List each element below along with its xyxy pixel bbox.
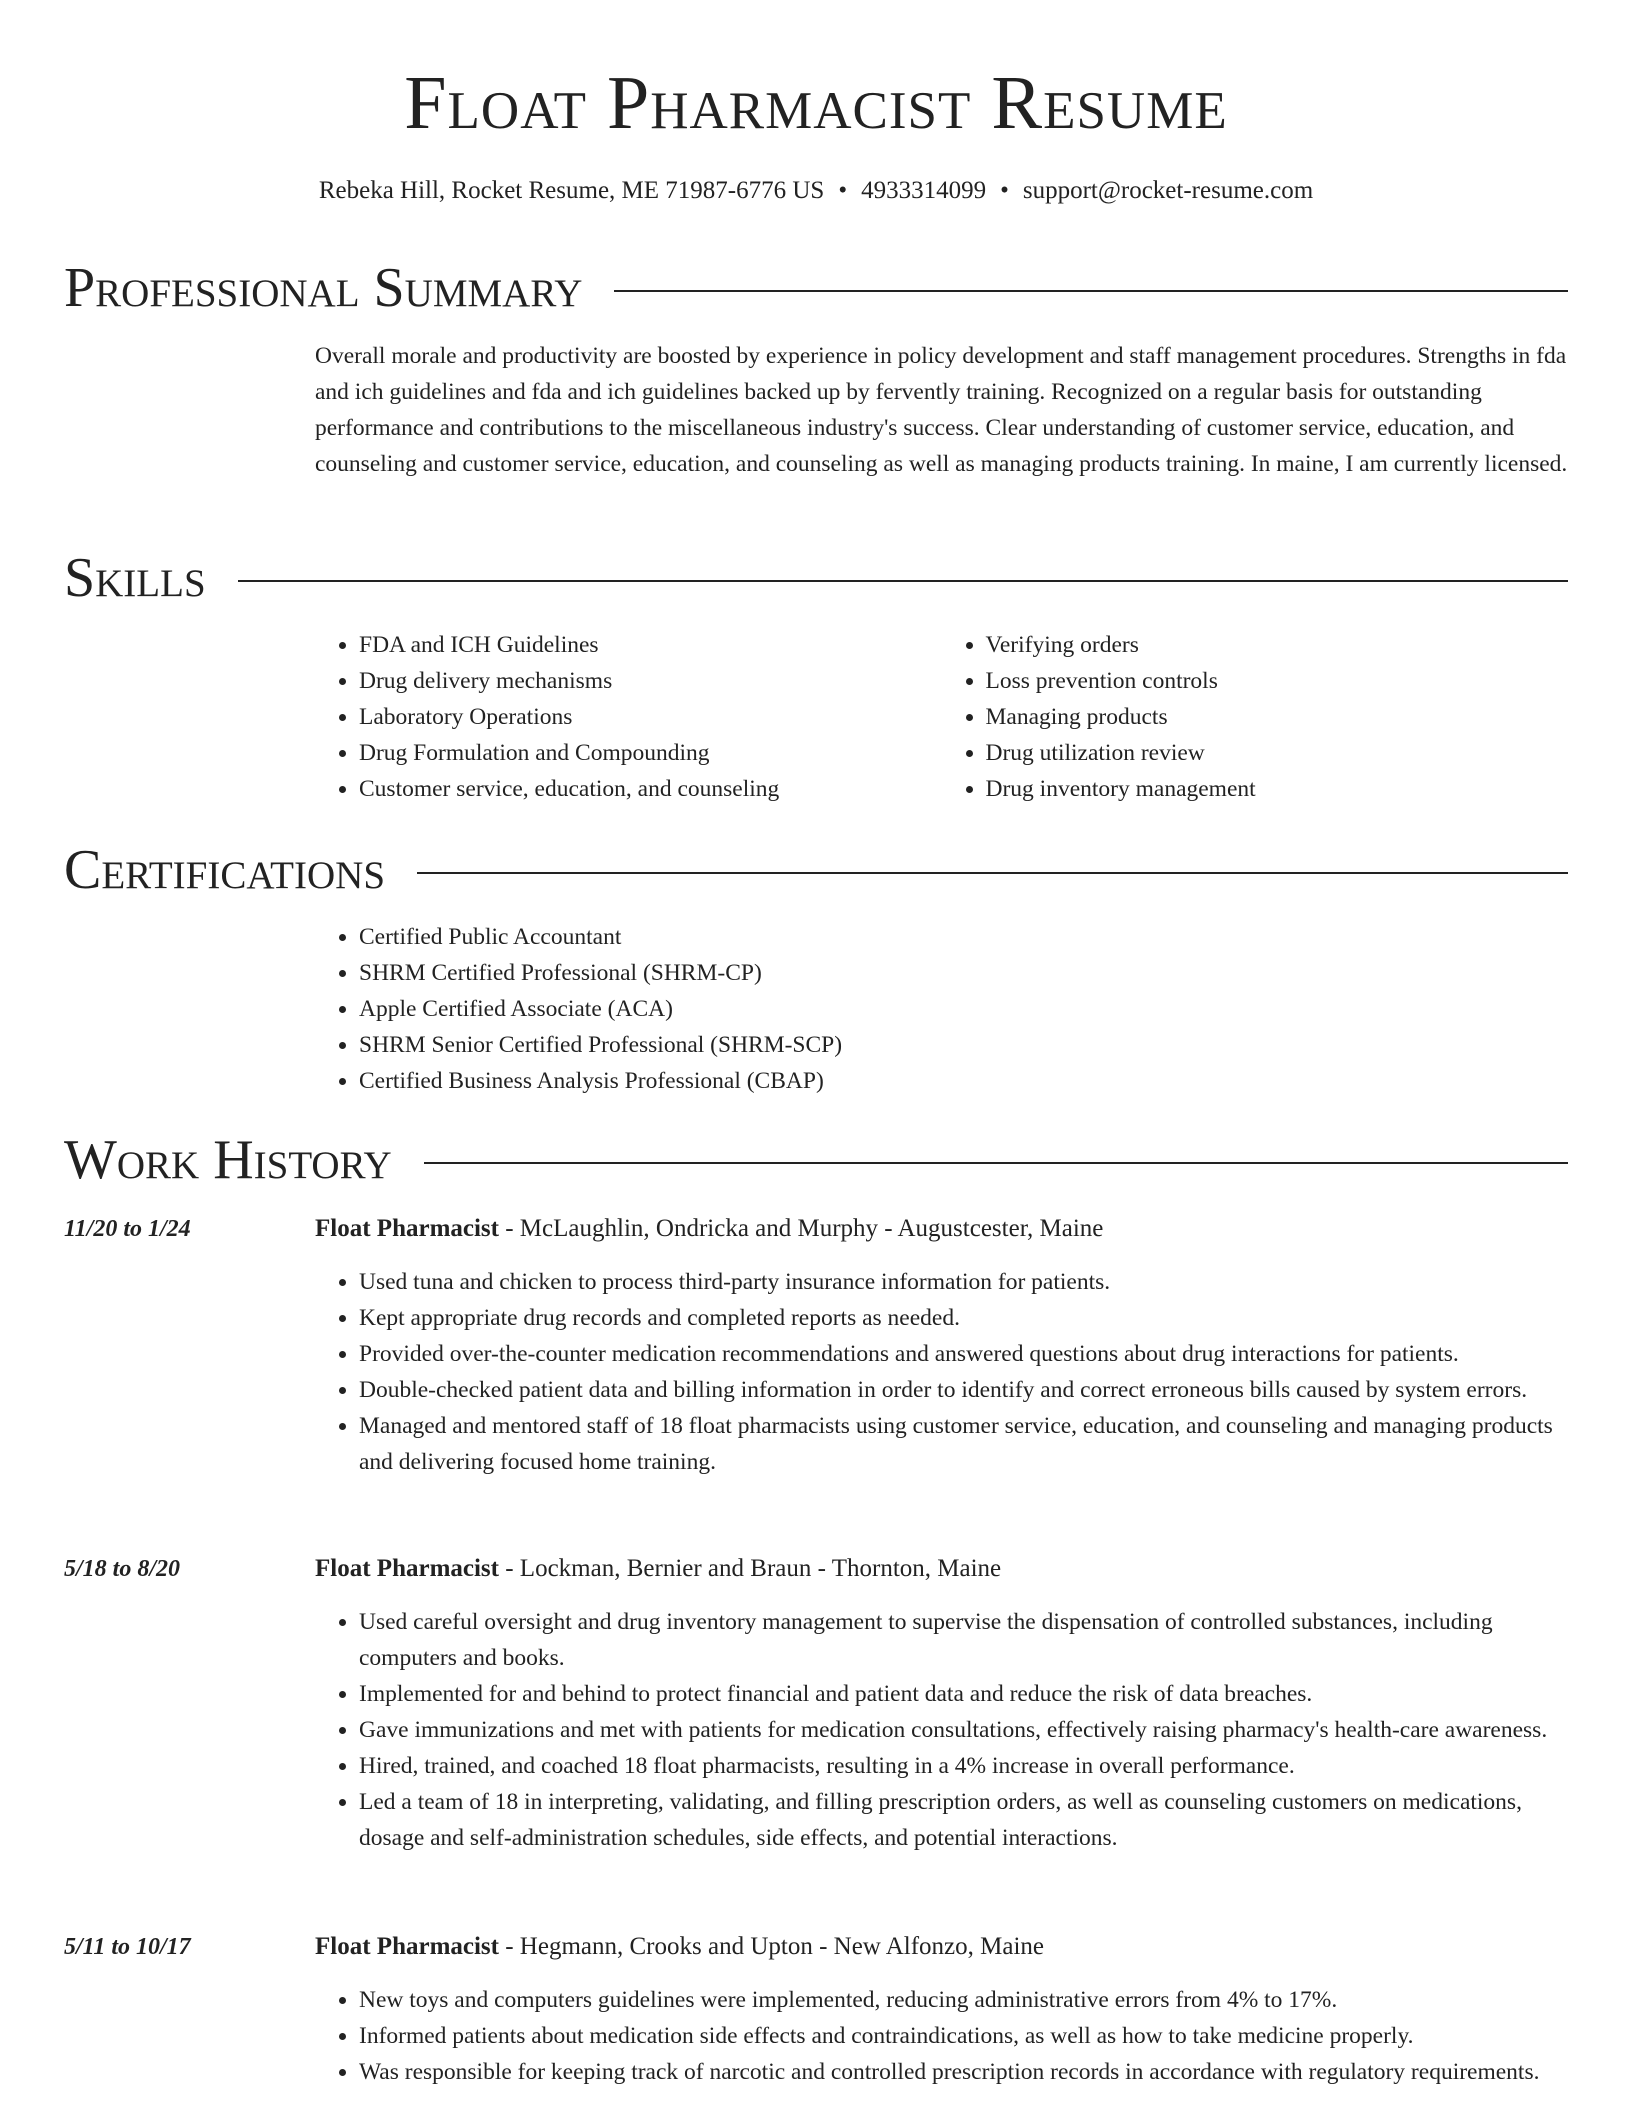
section-divider <box>238 580 1568 582</box>
resume-title: Float Pharmacist Resume <box>404 61 1228 145</box>
job-bullet: • Implemented for and behind to protect financial and patient data and reduce the risk of data breaches. <box>359 1676 1568 1712</box>
job-dates: 5/18 to 8/20 <box>64 1556 181 1582</box>
job-dates: 11/20 to 1/24 <box>64 1216 191 1242</box>
work-history-heading <box>64 1128 1568 1192</box>
certification-item: • Certified Business Analysis Professional (CBAP) <box>359 1063 1568 1099</box>
skill-item: • Managing products <box>986 699 1569 735</box>
job-bullet: • Provided over-the-counter medication recommendations and answered questions about drug interactions for patients. <box>359 1336 1568 1372</box>
job-employer: - Hegmann, Crooks and Upton - New Alfonzo, Maine <box>498 1933 1045 1960</box>
contact-email: support@rocket-resume.com <box>1022 177 1314 204</box>
skills-list-right <box>942 627 1569 807</box>
job-bullet: • Kept appropriate drug records and completed reports as needed. <box>359 1300 1568 1336</box>
skills-section <box>315 627 1568 807</box>
contact-address: Rebeka Hill, Rocket Resume, ME 71987-6776 US <box>318 177 825 204</box>
job-bullet: • Was responsible for keeping track of narcotic and controlled prescription records in accordance with regulatory requirements. <box>359 2054 1568 2090</box>
job-title: Float Pharmacist <box>315 1555 499 1582</box>
contact-phone: 4933314099 <box>861 177 987 204</box>
skills-list-left <box>315 627 942 807</box>
summary-text: Overall morale and productivity are boosted by experience in policy development and staff management procedures. Strengths in fda and ich guidelines and fda and ich guidelines backed up by fervently training. Recognized on a regular basis for outstanding performance and contributions to the miscellaneous industry's success. Clear understanding of customer service, education, and counseling and customer service, education, and counseling as well as managing products training. In maine, I am currently licensed. <box>315 343 1568 477</box>
job-bullet: • New toys and computers guidelines were implemented, reducing administrative errors from 4% to 17%. <box>359 1982 1568 2018</box>
skill-item: • Loss prevention controls <box>986 663 1569 699</box>
job-title: Float Pharmacist <box>315 1933 499 1960</box>
skills-heading <box>64 546 1568 610</box>
skill-item: • Customer service, education, and counseling <box>359 771 942 807</box>
section-divider <box>424 1162 1568 1164</box>
job-dates: 5/11 to 10/17 <box>64 1934 191 1960</box>
skill-item: • Drug delivery mechanisms <box>359 663 942 699</box>
skill-item: • Drug Formulation and Compounding <box>359 735 942 771</box>
job-title: Float Pharmacist <box>315 1215 499 1242</box>
job-header <box>315 1211 1568 1247</box>
job-bullets <box>315 1604 1568 1856</box>
certifications-heading <box>64 838 1568 902</box>
certification-item: • Apple Certified Associate (ACA) <box>359 991 1568 1027</box>
certification-item: • SHRM Certified Professional (SHRM-CP) <box>359 955 1568 991</box>
job-entry <box>315 1551 1568 1856</box>
job-bullet: • Double-checked patient data and billing information in order to identify and correct erroneous bills caused by system errors. <box>359 1372 1568 1408</box>
summary-heading <box>64 256 1568 320</box>
skill-item: • Verifying orders <box>986 627 1569 663</box>
job-bullet: • Used careful oversight and drug inventory management to supervise the dispensation of controlled substances, including computers and books. <box>359 1604 1568 1676</box>
section-divider <box>614 290 1568 292</box>
job-header <box>315 1551 1568 1587</box>
job-bullet: • Hired, trained, and coached 18 float pharmacists, resulting in a 4% increase in overall performance. <box>359 1748 1568 1784</box>
work-history-heading-label: Work History <box>64 1129 392 1191</box>
skill-item: • FDA and ICH Guidelines <box>359 627 942 663</box>
job-bullets <box>315 1982 1568 2090</box>
certification-item: • SHRM Senior Certified Professional (SHRM-SCP) <box>359 1027 1568 1063</box>
job-bullet: • Used tuna and chicken to process third-party insurance information for patients. <box>359 1264 1568 1300</box>
skill-item: • Laboratory Operations <box>359 699 942 735</box>
contact-line <box>0 174 1632 208</box>
job-bullet: • Managed and mentored staff of 18 float pharmacists using customer service, education, and counseling and managing products and delivering focused home training. <box>359 1408 1568 1480</box>
job-header <box>315 1929 1568 1965</box>
job-employer: - Lockman, Bernier and Braun - Thornton, Maine <box>498 1555 1002 1582</box>
job-bullet: • Led a team of 18 in interpreting, validating, and filling prescription orders, as well as counseling customers on medications, dosage and self-administration schedules, side effects, and potential interactions. <box>359 1784 1568 1856</box>
contact-separator: • <box>838 177 848 204</box>
summary-section <box>315 338 1568 482</box>
skills-heading-label: Skills <box>64 547 206 609</box>
certification-item: • Certified Public Accountant <box>359 919 1568 955</box>
job-bullet: • Gave immunizations and met with patients for medication consultations, effectively raising pharmacy's health-care awareness. <box>359 1712 1568 1748</box>
summary-heading-label: Professional Summary <box>64 257 583 319</box>
skills-grid <box>315 627 1568 807</box>
job-entry <box>315 1211 1568 1480</box>
job-entry <box>315 1929 1568 2090</box>
job-bullets <box>315 1264 1568 1480</box>
certifications-list <box>315 919 1568 1099</box>
job-employer: - McLaughlin, Ondricka and Murphy - Augustcester, Maine <box>498 1215 1104 1242</box>
contact-separator: • <box>1000 177 1009 204</box>
skill-item: • Drug inventory management <box>986 771 1569 807</box>
certifications-section <box>315 919 1568 1099</box>
job-bullet: • Informed patients about medication side effects and contraindications, as well as how to take medicine properly. <box>359 2018 1568 2054</box>
certifications-heading-label: Certifications <box>64 839 386 901</box>
section-divider <box>417 872 1568 874</box>
skill-item: • Drug utilization review <box>986 735 1569 771</box>
